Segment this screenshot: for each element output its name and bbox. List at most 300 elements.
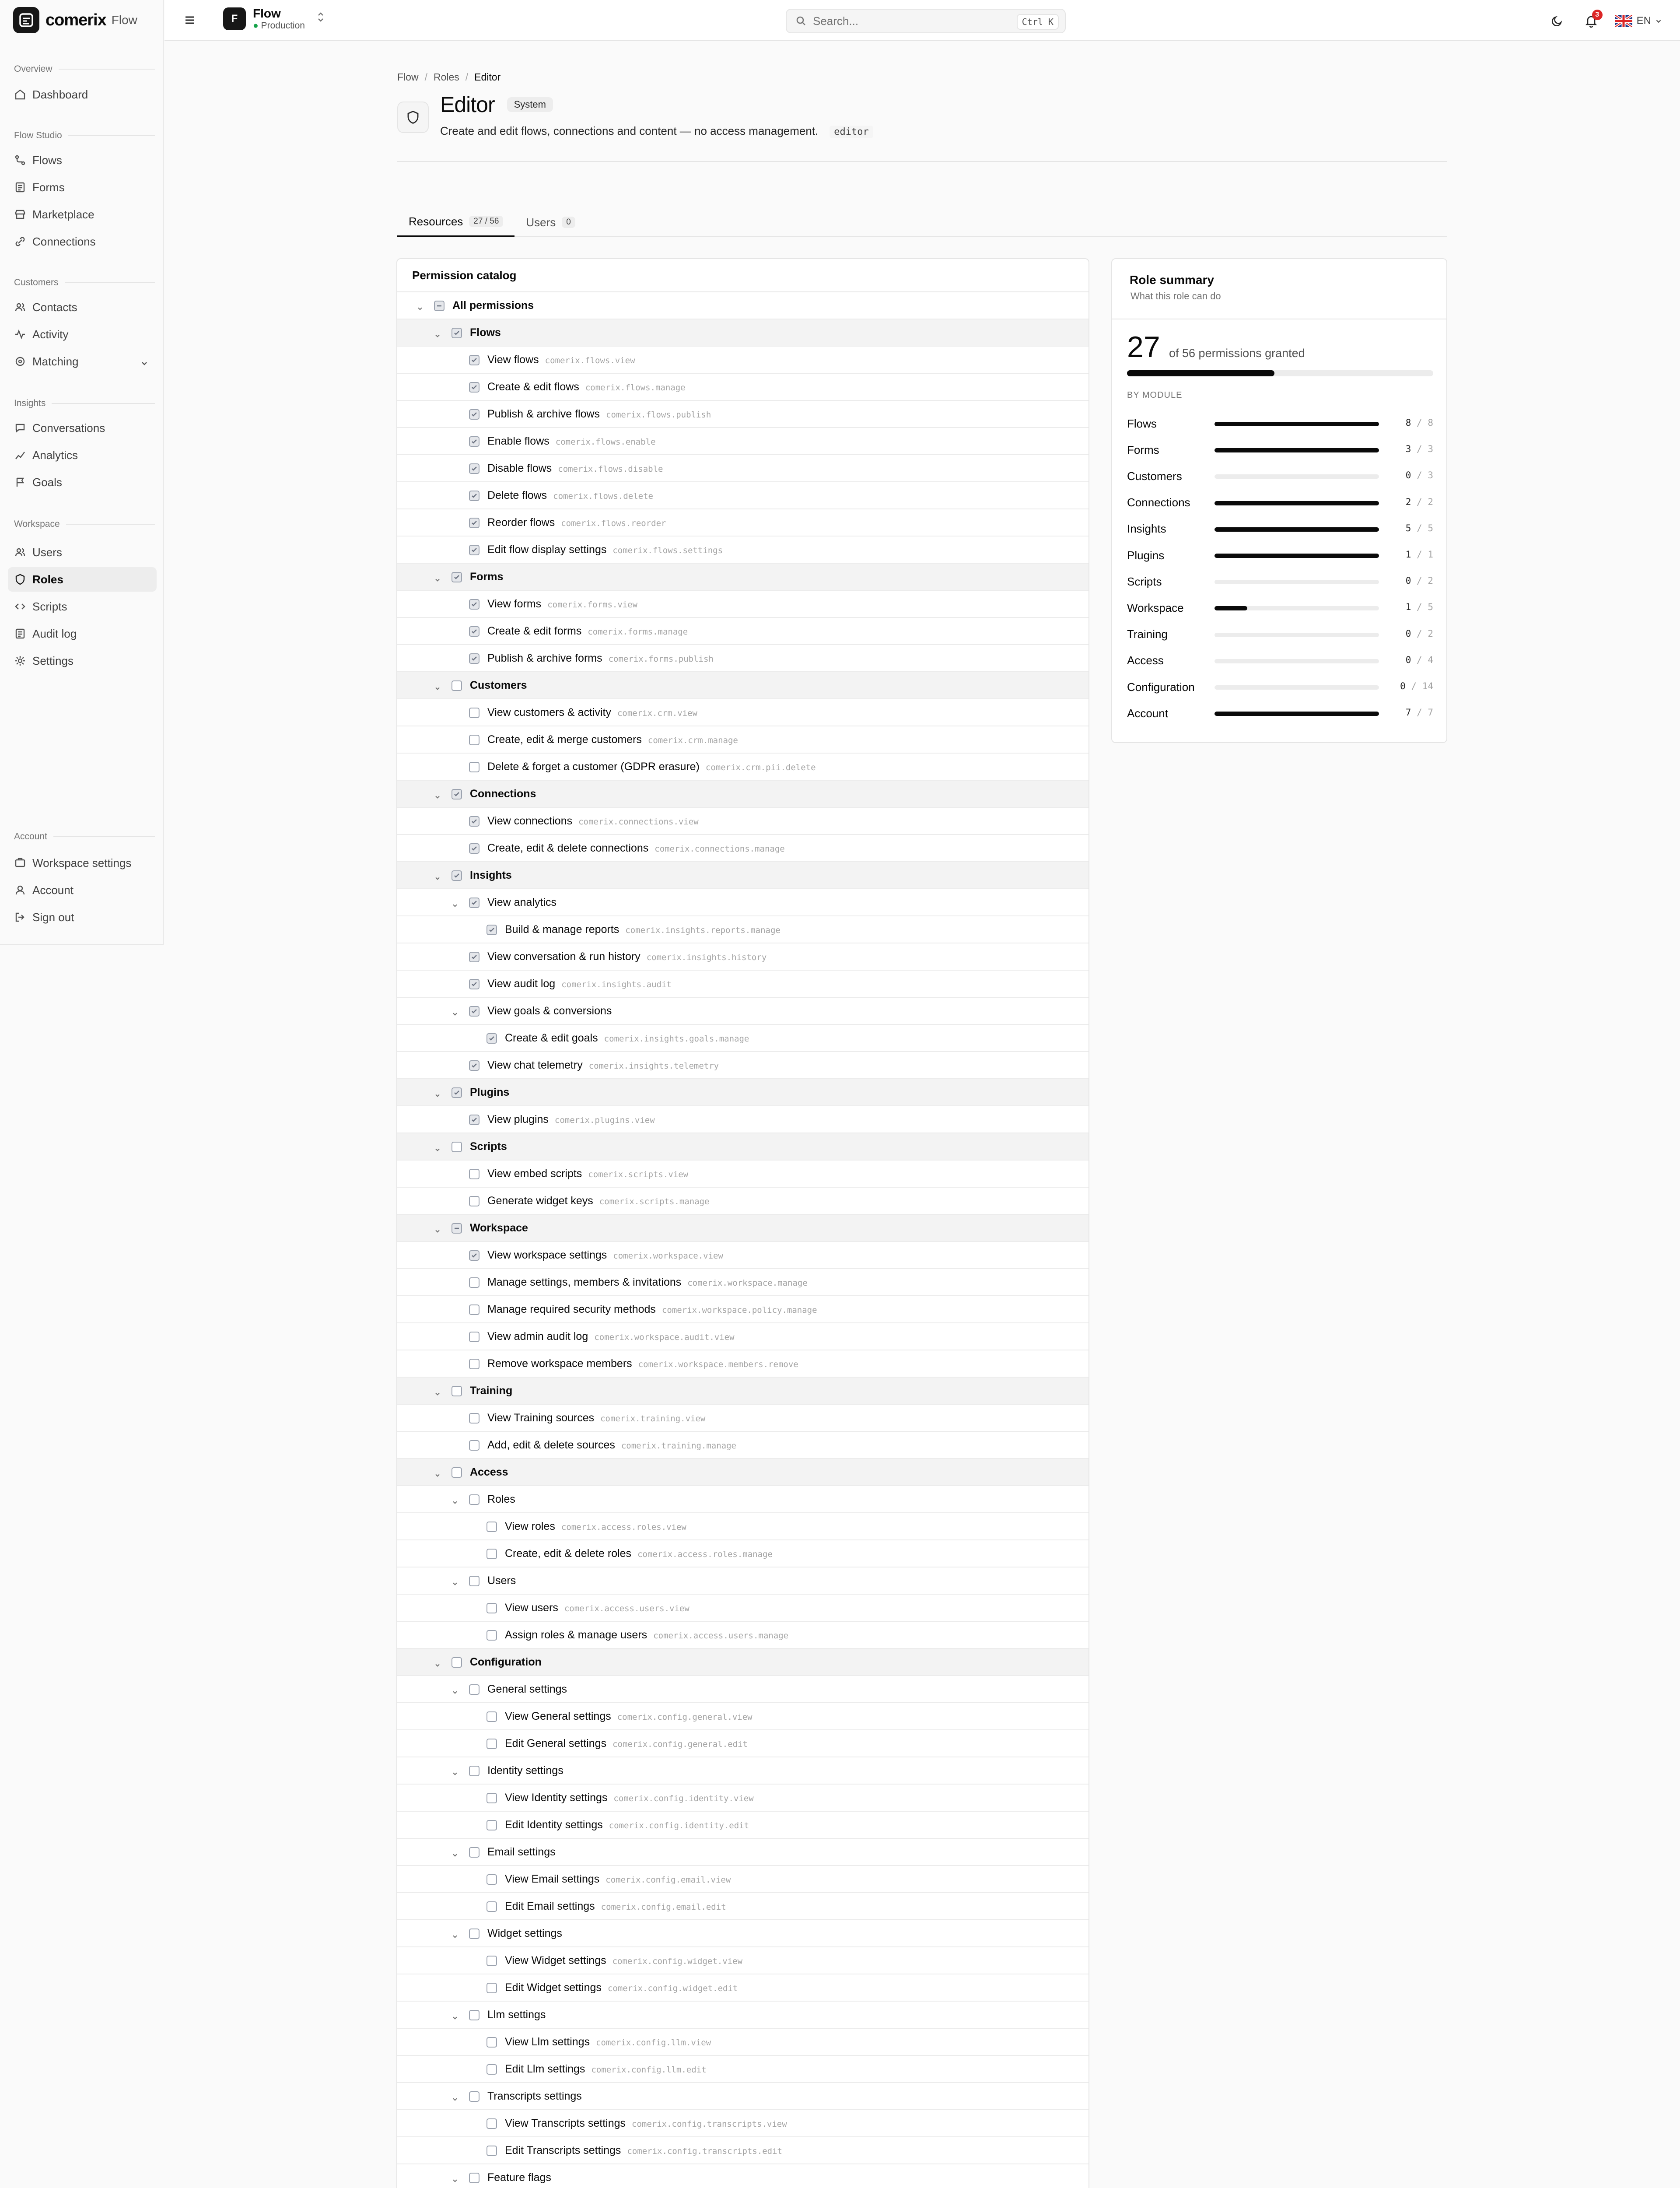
permission-checkbox[interactable] bbox=[452, 1657, 462, 1668]
permission-label: Edit General settings bbox=[505, 1737, 607, 1750]
sidebar-item-matching[interactable]: Matching bbox=[8, 349, 157, 374]
permission-checkbox[interactable] bbox=[469, 979, 480, 989]
granted-progress-bar bbox=[1127, 370, 1433, 376]
theme-toggle-button[interactable] bbox=[1545, 9, 1569, 33]
permission-row[interactable] bbox=[397, 1893, 1088, 1920]
permission-row[interactable] bbox=[397, 1703, 1088, 1730]
permission-checkbox[interactable] bbox=[469, 545, 480, 555]
permission-checkbox[interactable] bbox=[469, 762, 480, 772]
module-row[interactable] bbox=[397, 1459, 1088, 1486]
module-count: 0 / 3 bbox=[1405, 470, 1433, 481]
chevron-down-icon[interactable] bbox=[452, 1767, 458, 1774]
permission-key: comerix.insights.history bbox=[646, 953, 767, 962]
role-summary-card bbox=[1111, 258, 1447, 743]
sidebar-item-contacts[interactable]: Contacts bbox=[8, 295, 157, 319]
by-module-label: BY MODULE bbox=[1127, 390, 1183, 400]
permission-row[interactable] bbox=[397, 428, 1088, 455]
permission-row[interactable] bbox=[397, 1350, 1088, 1378]
chevron-down-icon[interactable] bbox=[434, 574, 441, 581]
permission-key: comerix.flows.publish bbox=[606, 410, 711, 420]
permission-checkbox[interactable] bbox=[452, 328, 462, 338]
permission-checkbox[interactable] bbox=[486, 2146, 497, 2156]
permission-row[interactable] bbox=[397, 1323, 1088, 1350]
permission-checkbox[interactable] bbox=[452, 870, 462, 881]
permission-checkbox[interactable] bbox=[469, 2173, 480, 2183]
permission-label: Llm settings bbox=[487, 2009, 546, 2021]
permission-checkbox[interactable] bbox=[452, 1087, 462, 1098]
permission-checkbox[interactable] bbox=[469, 1440, 480, 1451]
moon-icon bbox=[1550, 14, 1564, 28]
permission-label: View forms bbox=[487, 598, 542, 610]
permission-label: Manage required security methods bbox=[487, 1303, 656, 1315]
module-summary-row bbox=[1127, 467, 1433, 485]
chevron-down-icon[interactable] bbox=[452, 2174, 458, 2181]
sidebar-item-sign-out[interactable]: Sign out bbox=[8, 905, 157, 929]
permission-group-row[interactable] bbox=[397, 2164, 1088, 2188]
dashboard-icon bbox=[14, 88, 26, 101]
module-count: 0 / 2 bbox=[1405, 575, 1433, 586]
permission-row[interactable] bbox=[397, 1540, 1088, 1567]
permission-checkbox[interactable] bbox=[486, 925, 497, 935]
permission-key: comerix.config.llm.view bbox=[596, 2038, 711, 2048]
permission-row[interactable] bbox=[397, 591, 1088, 618]
permission-checkbox[interactable] bbox=[486, 2037, 497, 2048]
permission-group-row[interactable] bbox=[397, 1676, 1088, 1703]
sidebar-item-users[interactable]: Users bbox=[8, 540, 157, 565]
module-name: Customers bbox=[1127, 469, 1182, 483]
module-progress-bar bbox=[1214, 659, 1379, 663]
permission-key: comerix.flows.reorder bbox=[561, 519, 666, 528]
permission-key: comerix.workspace.members.remove bbox=[638, 1360, 798, 1369]
permission-label: Remove workspace members bbox=[487, 1357, 632, 1370]
sidebar-item-connections[interactable]: Connections bbox=[8, 229, 157, 254]
permission-label: View Identity settings bbox=[505, 1792, 608, 1804]
chevron-down-icon[interactable] bbox=[434, 682, 441, 689]
role-shield-icon bbox=[397, 102, 429, 133]
permission-row[interactable] bbox=[397, 971, 1088, 998]
permission-checkbox[interactable] bbox=[486, 1956, 497, 1966]
sidebar-item-audit-log[interactable]: Audit log bbox=[8, 621, 157, 646]
module-count: 0 / 4 bbox=[1405, 654, 1433, 665]
permission-checkbox[interactable] bbox=[469, 1766, 480, 1776]
permission-row[interactable] bbox=[397, 726, 1088, 754]
sidebar-item-marketplace[interactable]: Marketplace bbox=[8, 202, 157, 227]
chevron-down-icon[interactable] bbox=[452, 1930, 458, 1937]
permission-row[interactable] bbox=[397, 835, 1088, 862]
analytics-icon bbox=[14, 449, 26, 461]
permission-checkbox[interactable] bbox=[486, 1983, 497, 1993]
tab-resources[interactable]: Resources 27 / 56 bbox=[397, 207, 514, 237]
permission-checkbox[interactable] bbox=[469, 1196, 480, 1206]
tab-users-count: 0 bbox=[562, 217, 575, 228]
module-count: 1 / 1 bbox=[1405, 549, 1433, 560]
permission-label: Build & manage reports bbox=[505, 923, 620, 936]
permission-key: comerix.crm.pii.delete bbox=[705, 763, 816, 772]
permission-checkbox[interactable] bbox=[486, 1033, 497, 1044]
permission-checkbox[interactable] bbox=[452, 1223, 462, 1234]
permission-checkbox[interactable] bbox=[469, 952, 480, 962]
tab-users[interactable]: Users 0 bbox=[514, 207, 586, 237]
sidebar-item-flows[interactable]: Flows bbox=[8, 148, 157, 172]
permission-row[interactable] bbox=[397, 482, 1088, 509]
workspace-switcher[interactable] bbox=[223, 7, 325, 31]
module-row[interactable] bbox=[397, 1215, 1088, 1242]
permission-checkbox[interactable] bbox=[469, 1847, 480, 1858]
permission-label: Create, edit & delete roles bbox=[505, 1547, 632, 1560]
permission-row[interactable] bbox=[397, 618, 1088, 645]
permission-label: View embed scripts bbox=[487, 1168, 582, 1180]
permission-row[interactable] bbox=[397, 401, 1088, 428]
module-progress-bar bbox=[1214, 633, 1379, 637]
permission-key: comerix.flows.disable bbox=[558, 464, 663, 474]
module-row[interactable] bbox=[397, 1133, 1088, 1161]
permission-checkbox[interactable] bbox=[469, 2091, 480, 2102]
module-row[interactable] bbox=[397, 564, 1088, 591]
permission-checkbox[interactable] bbox=[486, 1630, 497, 1641]
permission-checkbox[interactable] bbox=[486, 1874, 497, 1885]
permission-checkbox[interactable] bbox=[486, 1549, 497, 1559]
permission-checkbox[interactable] bbox=[469, 626, 480, 637]
permission-group-row[interactable] bbox=[397, 998, 1088, 1025]
permission-row[interactable] bbox=[397, 2137, 1088, 2164]
permission-checkbox[interactable] bbox=[469, 1576, 480, 1586]
permission-checkbox[interactable] bbox=[469, 898, 480, 908]
permission-row[interactable] bbox=[397, 536, 1088, 564]
chevron-down-icon[interactable] bbox=[452, 1496, 458, 1503]
permission-checkbox[interactable] bbox=[469, 1277, 480, 1288]
chevron-down-icon[interactable] bbox=[452, 2012, 458, 2019]
permission-key: comerix.flows.settings bbox=[612, 546, 723, 555]
permission-checkbox[interactable] bbox=[452, 1467, 462, 1478]
permission-checkbox[interactable] bbox=[486, 2064, 497, 2075]
module-summary-row bbox=[1127, 415, 1433, 432]
module-progress-fill bbox=[1214, 554, 1379, 558]
sidebar-item-scripts[interactable]: Scripts bbox=[8, 594, 157, 619]
permission-checkbox[interactable] bbox=[434, 301, 444, 311]
permission-label: View Widget settings bbox=[505, 1954, 606, 1967]
permission-key: comerix.config.general.view bbox=[617, 1712, 752, 1722]
permission-label: Connections bbox=[470, 788, 536, 800]
permission-row[interactable] bbox=[397, 1405, 1088, 1432]
permission-group-row[interactable] bbox=[397, 1757, 1088, 1785]
permission-checkbox[interactable] bbox=[486, 1711, 497, 1722]
permission-label: Reorder flows bbox=[487, 516, 555, 529]
permission-label: Email settings bbox=[487, 1846, 556, 1858]
permission-key: comerix.access.users.manage bbox=[653, 1631, 789, 1641]
permission-row[interactable] bbox=[397, 2029, 1088, 2056]
permission-checkbox[interactable] bbox=[469, 1169, 480, 1179]
chevron-down-icon[interactable] bbox=[434, 330, 441, 337]
permission-row[interactable] bbox=[397, 754, 1088, 781]
permission-key: comerix.connections.view bbox=[578, 817, 699, 827]
chevron-down-icon[interactable] bbox=[452, 1578, 458, 1585]
permission-row[interactable] bbox=[397, 916, 1088, 943]
breadcrumb-flow[interactable]: Flow bbox=[397, 71, 419, 83]
sidebar-item-conversations[interactable]: Conversations bbox=[8, 416, 157, 440]
sidebar-item-workspace-settings[interactable]: Workspace settings bbox=[8, 851, 157, 875]
permission-checkbox[interactable] bbox=[469, 491, 480, 501]
module-count: 2 / 2 bbox=[1405, 496, 1433, 507]
permission-row[interactable] bbox=[397, 699, 1088, 726]
permission-checkbox[interactable] bbox=[486, 1739, 497, 1749]
module-row[interactable] bbox=[397, 862, 1088, 889]
module-count: 5 / 5 bbox=[1405, 522, 1433, 533]
permission-label: Delete flows bbox=[487, 489, 547, 501]
permission-checkbox[interactable] bbox=[469, 518, 480, 528]
notifications-button[interactable] bbox=[1579, 9, 1603, 33]
module-count: 0 / 2 bbox=[1405, 628, 1433, 639]
module-name: Forms bbox=[1127, 443, 1159, 456]
permission-checkbox[interactable] bbox=[452, 789, 462, 799]
permission-checkbox[interactable] bbox=[469, 653, 480, 664]
sidebar-item-account[interactable]: Account bbox=[8, 878, 157, 902]
permission-checkbox[interactable] bbox=[469, 436, 480, 447]
permission-checkbox[interactable] bbox=[469, 409, 480, 420]
module-row[interactable] bbox=[397, 672, 1088, 699]
permission-label: Edit Email settings bbox=[505, 1900, 595, 1912]
module-progress-bar bbox=[1214, 685, 1379, 690]
permission-checkbox[interactable] bbox=[486, 1522, 497, 1532]
module-row[interactable] bbox=[397, 319, 1088, 347]
brand[interactable] bbox=[13, 6, 137, 34]
permission-checkbox[interactable] bbox=[469, 816, 480, 827]
module-summary-row bbox=[1127, 520, 1433, 538]
permission-key: comerix.config.email.edit bbox=[601, 1902, 726, 1912]
permission-label: Training bbox=[470, 1385, 513, 1397]
permission-row[interactable] bbox=[397, 1812, 1088, 1839]
module-row[interactable] bbox=[397, 1079, 1088, 1106]
permission-group-row[interactable] bbox=[397, 1839, 1088, 1866]
module-row[interactable] bbox=[397, 781, 1088, 808]
permission-row[interactable] bbox=[397, 1052, 1088, 1079]
permission-checkbox[interactable] bbox=[486, 1901, 497, 1912]
permission-group-row[interactable] bbox=[397, 1567, 1088, 1595]
permission-row[interactable] bbox=[397, 1595, 1088, 1622]
permission-checkbox[interactable] bbox=[469, 1684, 480, 1695]
permission-row[interactable] bbox=[397, 1432, 1088, 1459]
chevron-down-icon[interactable] bbox=[434, 872, 441, 879]
chevron-down-icon[interactable] bbox=[452, 1849, 458, 1856]
permission-key: comerix.forms.publish bbox=[608, 654, 714, 664]
chevron-down-icon[interactable] bbox=[452, 1008, 458, 1015]
permission-label: Publish & archive forms bbox=[487, 652, 602, 664]
permission-row[interactable] bbox=[397, 1188, 1088, 1215]
module-name: Configuration bbox=[1127, 680, 1195, 694]
brand-logo-icon bbox=[13, 7, 39, 33]
chevron-down-icon[interactable] bbox=[452, 2093, 458, 2100]
activity-icon bbox=[14, 328, 26, 340]
permission-row[interactable] bbox=[397, 1025, 1088, 1052]
module-progress-fill bbox=[1214, 527, 1379, 532]
module-count: 0 / 14 bbox=[1400, 681, 1433, 691]
permission-key: comerix.insights.reports.manage bbox=[625, 926, 780, 935]
permission-checkbox[interactable] bbox=[469, 1332, 480, 1342]
permission-label: View goals & conversions bbox=[487, 1005, 612, 1017]
module-row[interactable] bbox=[397, 1378, 1088, 1405]
menu-icon[interactable] bbox=[182, 12, 198, 31]
permission-checkbox[interactable] bbox=[469, 708, 480, 718]
permission-checkbox[interactable] bbox=[469, 382, 480, 393]
tabs bbox=[397, 207, 1447, 237]
chevron-down-icon[interactable] bbox=[434, 1469, 441, 1476]
code-icon bbox=[14, 600, 26, 613]
chevron-down-icon[interactable] bbox=[452, 1686, 458, 1693]
permission-checkbox[interactable] bbox=[452, 680, 462, 691]
permission-checkbox[interactable] bbox=[469, 1929, 480, 1939]
all-permissions-row[interactable] bbox=[397, 292, 1088, 319]
permission-checkbox[interactable] bbox=[469, 355, 480, 365]
nav-group-workspace: Workspace bbox=[14, 519, 155, 529]
permission-label: View Training sources bbox=[487, 1412, 595, 1424]
permission-group-row[interactable] bbox=[397, 889, 1088, 916]
permission-key: comerix.forms.view bbox=[547, 600, 638, 610]
permission-checkbox[interactable] bbox=[469, 2010, 480, 2020]
permission-row[interactable] bbox=[397, 943, 1088, 971]
permission-label: Access bbox=[470, 1466, 508, 1478]
sidebar-item-dashboard[interactable]: Dashboard bbox=[8, 82, 157, 107]
permission-label: Create & edit forms bbox=[487, 625, 582, 637]
nav-group-account: Account bbox=[14, 831, 155, 842]
permission-label: Edit flow display settings bbox=[487, 543, 607, 556]
sidebar-item-forms[interactable]: Forms bbox=[8, 175, 157, 200]
permission-row[interactable] bbox=[397, 455, 1088, 482]
permission-row[interactable] bbox=[397, 1947, 1088, 1974]
permission-checkbox[interactable] bbox=[469, 1060, 480, 1071]
sidebar-item-settings[interactable]: Settings bbox=[8, 649, 157, 673]
permission-label: View flows bbox=[487, 354, 539, 366]
permission-row[interactable] bbox=[397, 374, 1088, 401]
permission-checkbox[interactable] bbox=[469, 463, 480, 474]
language-selector[interactable]: EN bbox=[1615, 15, 1662, 27]
permission-checkbox[interactable] bbox=[469, 1115, 480, 1125]
permission-label: Roles bbox=[487, 1493, 515, 1505]
permission-row[interactable] bbox=[397, 1106, 1088, 1133]
module-count: 7 / 7 bbox=[1405, 707, 1433, 718]
permission-key: comerix.insights.goals.manage bbox=[604, 1034, 749, 1044]
shield-icon bbox=[14, 573, 26, 586]
permission-checkbox[interactable] bbox=[486, 1793, 497, 1803]
permission-group-row[interactable] bbox=[397, 2083, 1088, 2110]
sidebar-item-roles[interactable]: Roles bbox=[8, 567, 157, 592]
module-row[interactable] bbox=[397, 1649, 1088, 1676]
matching-icon bbox=[14, 355, 26, 368]
permission-checkbox[interactable] bbox=[469, 1250, 480, 1261]
permission-checkbox[interactable] bbox=[469, 1359, 480, 1369]
search-placeholder: Search... bbox=[813, 14, 859, 28]
permission-key: comerix.scripts.manage bbox=[599, 1197, 710, 1206]
permission-checkbox[interactable] bbox=[486, 1820, 497, 1830]
permission-row[interactable] bbox=[397, 1269, 1088, 1296]
permission-label: Configuration bbox=[470, 1656, 542, 1668]
permission-row[interactable] bbox=[397, 2056, 1088, 2083]
permission-label: View Llm settings bbox=[505, 2036, 590, 2048]
permission-label: View Email settings bbox=[505, 1873, 600, 1885]
brand-product: Flow bbox=[111, 13, 137, 27]
permission-row[interactable] bbox=[397, 1866, 1088, 1893]
permission-checkbox[interactable] bbox=[469, 1304, 480, 1315]
permission-group-row[interactable] bbox=[397, 1920, 1088, 1947]
chevron-down-icon[interactable] bbox=[434, 1143, 441, 1150]
module-summary-row bbox=[1127, 494, 1433, 512]
permission-key: comerix.config.general.edit bbox=[612, 1739, 748, 1749]
permission-key: comerix.crm.view bbox=[617, 708, 697, 718]
permission-row[interactable] bbox=[397, 347, 1088, 374]
chevron-down-icon[interactable] bbox=[434, 1388, 441, 1395]
sidebar-item-activity[interactable]: Activity bbox=[8, 322, 157, 347]
chevron-down-icon[interactable] bbox=[452, 899, 458, 906]
chevron-down-icon[interactable] bbox=[434, 1659, 441, 1666]
chevron-down-icon[interactable] bbox=[416, 302, 424, 309]
permission-row[interactable] bbox=[397, 509, 1088, 536]
goals-icon bbox=[14, 476, 26, 488]
permission-checkbox[interactable] bbox=[469, 1413, 480, 1424]
sidebar-item-analytics[interactable]: Analytics bbox=[8, 443, 157, 467]
breadcrumb-roles[interactable]: Roles bbox=[433, 71, 459, 83]
search-input[interactable] bbox=[786, 9, 1066, 33]
permission-checkbox[interactable] bbox=[452, 1386, 462, 1396]
permission-row[interactable] bbox=[397, 1785, 1088, 1812]
permission-checkbox[interactable] bbox=[452, 572, 462, 582]
module-name: Training bbox=[1127, 628, 1168, 641]
permission-row[interactable] bbox=[397, 1242, 1088, 1269]
permission-key: comerix.access.roles.view bbox=[561, 1522, 686, 1532]
module-name: Plugins bbox=[1127, 548, 1165, 562]
permission-row[interactable] bbox=[397, 1161, 1088, 1188]
permission-row[interactable] bbox=[397, 1622, 1088, 1649]
permission-row[interactable] bbox=[397, 2110, 1088, 2137]
permission-row[interactable] bbox=[397, 808, 1088, 835]
permission-checkbox[interactable] bbox=[469, 599, 480, 610]
module-summary-row bbox=[1127, 441, 1433, 459]
permission-group-row[interactable] bbox=[397, 1486, 1088, 1513]
search-shortcut: Ctrl K bbox=[1017, 14, 1059, 30]
sidebar-item-goals[interactable]: Goals bbox=[8, 470, 157, 494]
permission-label: View workspace settings bbox=[487, 1249, 607, 1261]
permission-checkbox[interactable] bbox=[469, 735, 480, 745]
permission-row[interactable] bbox=[397, 1296, 1088, 1323]
chevron-down-icon[interactable] bbox=[434, 791, 441, 798]
building-icon bbox=[14, 857, 26, 869]
module-summary-row bbox=[1127, 652, 1433, 670]
chevron-down-icon[interactable] bbox=[434, 1225, 441, 1232]
permission-key: comerix.access.roles.manage bbox=[637, 1550, 773, 1559]
permission-label: Assign roles & manage users bbox=[505, 1629, 648, 1641]
permission-checkbox[interactable] bbox=[486, 1603, 497, 1613]
permission-row[interactable] bbox=[397, 1974, 1088, 2002]
permission-row[interactable] bbox=[397, 645, 1088, 672]
permission-row[interactable] bbox=[397, 1513, 1088, 1540]
module-name: Access bbox=[1127, 654, 1164, 667]
permission-checkbox[interactable] bbox=[469, 1006, 480, 1017]
permission-checkbox[interactable] bbox=[452, 1142, 462, 1152]
permission-checkbox[interactable] bbox=[469, 843, 480, 854]
permission-label: Publish & archive flows bbox=[487, 408, 600, 420]
permission-key: comerix.config.widget.edit bbox=[607, 1984, 738, 1993]
permission-row[interactable] bbox=[397, 1730, 1088, 1757]
permission-checkbox[interactable] bbox=[469, 1494, 480, 1505]
permission-key: comerix.access.users.view bbox=[564, 1604, 690, 1613]
permission-key: comerix.crm.manage bbox=[648, 736, 738, 745]
permission-label: Forms bbox=[470, 571, 504, 583]
permission-label: Insights bbox=[470, 869, 512, 881]
permission-group-row[interactable] bbox=[397, 2002, 1088, 2029]
permission-checkbox[interactable] bbox=[486, 2118, 497, 2129]
chevron-down-icon[interactable] bbox=[434, 1089, 441, 1096]
permission-key: comerix.insights.audit bbox=[561, 980, 672, 989]
permission-key: comerix.config.transcripts.view bbox=[632, 2119, 787, 2129]
module-name: Flows bbox=[1127, 417, 1157, 430]
breadcrumb-current: Editor bbox=[474, 71, 501, 83]
